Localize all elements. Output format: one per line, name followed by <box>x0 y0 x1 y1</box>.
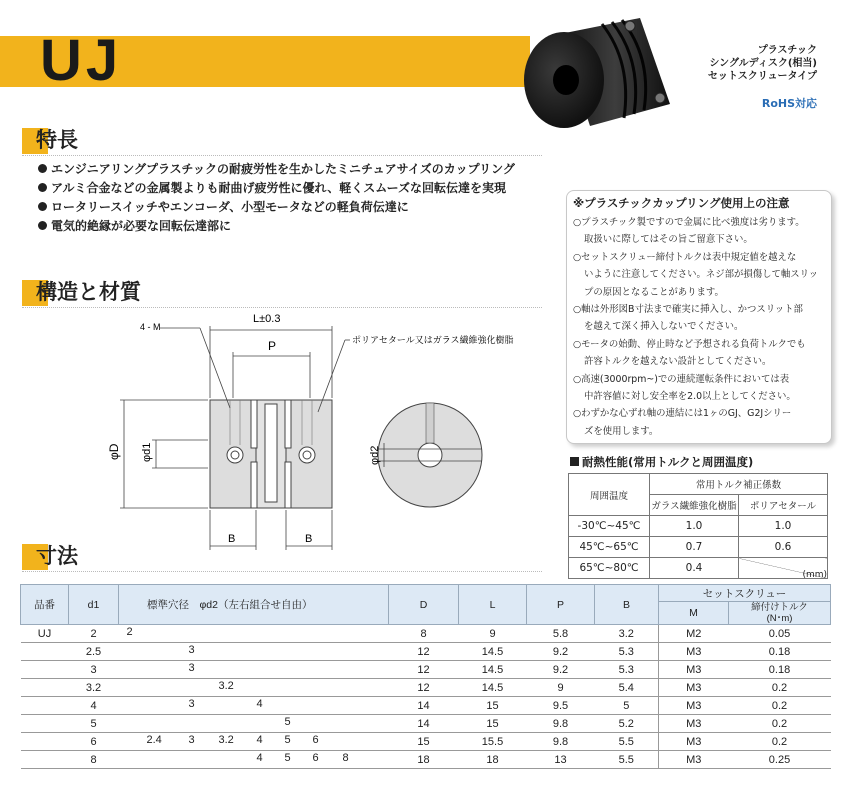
cell-d2 <box>119 697 389 715</box>
label-material: ポリアセタール又はガラス繊維強化樹脂 <box>352 335 514 345</box>
d2-value: 5 <box>284 716 291 728</box>
cell-d2 <box>119 625 389 643</box>
cell-torque: 0.2 <box>729 679 831 697</box>
cell-d1: 2 <box>69 625 119 643</box>
cell-B: 5.2 <box>595 715 659 733</box>
subtitle-line-3: セットスクリュータイプ <box>707 71 817 82</box>
bullet-icon <box>38 164 47 173</box>
cell-torque: 0.18 <box>729 643 831 661</box>
cell-part <box>21 751 69 769</box>
col-B: B <box>595 585 659 625</box>
table-row <box>21 625 831 643</box>
cell-d2 <box>119 661 389 679</box>
col-P: P <box>527 585 595 625</box>
cell-M: M3 <box>659 661 729 679</box>
d2-value: 3 <box>188 662 195 674</box>
cell-D: 14 <box>389 697 459 715</box>
label-D: φD <box>107 443 121 460</box>
cell-d2 <box>119 715 389 733</box>
table-row <box>21 733 831 751</box>
cell-torque: 0.05 <box>729 625 831 643</box>
cell-B: 5.3 <box>595 643 659 661</box>
caution-line: ズを使用します。 <box>584 425 659 437</box>
cell-d2 <box>119 733 389 751</box>
label-d1: φd1 <box>141 442 153 462</box>
bullet-icon <box>38 202 47 211</box>
col-L: L <box>459 585 527 625</box>
cell-M: M3 <box>659 697 729 715</box>
d2-value: 8 <box>342 752 349 764</box>
cell-D: 18 <box>389 751 459 769</box>
d2-value: 4 <box>256 734 263 746</box>
cell-L: 14.5 <box>459 679 527 697</box>
cell-M: M3 <box>659 733 729 751</box>
cell-d2 <box>119 751 389 769</box>
cell-L: 15.5 <box>459 733 527 751</box>
cell-P: 13 <box>527 751 595 769</box>
bullet-icon <box>38 221 47 230</box>
cell-D: 14 <box>389 715 459 733</box>
feature-item: エンジニアリングプラスチックの耐疲労性を生かしたミニチュアサイズのカップリング <box>38 160 515 179</box>
caution-line: プの原因となることがあります。 <box>584 286 724 298</box>
caution-line: ○軸は外形図B寸法まで確実に挿入し、かつスリット部 <box>573 304 803 316</box>
feature-item: ロータリースイッチやエンコーダ、小型モータなどの軽負荷伝達に <box>38 198 515 217</box>
col-part: 品番 <box>21 585 69 625</box>
d2-value: 3 <box>188 644 195 656</box>
col-d2: 標準穴径 φd2（左右組合せ自由） <box>119 585 389 625</box>
d2-value: 6 <box>312 734 319 746</box>
feature-item: 電気的絶縁が必要な回転伝達部に <box>38 217 515 236</box>
caution-title: ※プラスチックカップリング使用上の注意 <box>573 196 790 210</box>
cell-B: 5 <box>595 697 659 715</box>
cell-D: 8 <box>389 625 459 643</box>
product-title: UJ <box>40 28 123 93</box>
cell-B: 3.2 <box>595 625 659 643</box>
cell-d2 <box>119 643 389 661</box>
cell-torque: 0.2 <box>729 697 831 715</box>
cell-P: 9.5 <box>527 697 595 715</box>
caution-box <box>566 190 832 444</box>
cell-part <box>21 679 69 697</box>
table-row <box>21 661 831 679</box>
label-d2: φd2 <box>369 445 381 465</box>
cell-torque: 0.18 <box>729 661 831 679</box>
heat-table <box>568 473 828 579</box>
col-M: M <box>659 602 729 625</box>
caution-line: 許容トルクを越えない設計としてください。 <box>584 356 772 368</box>
cell-L: 14.5 <box>459 661 527 679</box>
label-B-left: B <box>228 533 236 545</box>
caution-line: ○わずかな心ずれ軸の連結には1ヶのGJ、G2Jシリー <box>573 408 792 420</box>
cell-B: 5.5 <box>595 733 659 751</box>
caution-line: いように注意してください。ネジ部が損傷して軸スリッ <box>584 269 819 281</box>
cell-part: UJ <box>21 625 69 643</box>
cell-M: M3 <box>659 643 729 661</box>
cell-torque: 0.2 <box>729 733 831 751</box>
table-row <box>21 751 831 769</box>
cell-D: 15 <box>389 733 459 751</box>
cell-d1: 2.5 <box>69 643 119 661</box>
d2-value: 3.2 <box>218 680 234 692</box>
table-row <box>21 697 831 715</box>
square-bullet-icon <box>570 457 579 466</box>
col-d1: d1 <box>69 585 119 625</box>
d2-value: 5 <box>284 752 291 764</box>
label-B-right: B <box>305 533 313 545</box>
cell-d1: 3.2 <box>69 679 119 697</box>
d2-value: 3 <box>188 734 195 746</box>
coupling-photo <box>520 4 670 144</box>
cell-P: 9.2 <box>527 643 595 661</box>
heat-col-group: 常用トルク補正係数 <box>650 474 828 495</box>
heat-title: 耐熱性能(常用トルクと周囲温度) <box>570 454 753 470</box>
caution-line: 取扱いに際してはその旨ご留意下さい。 <box>584 234 753 246</box>
heat-col-a: ガラス繊維強化樹脂 <box>650 495 739 516</box>
caution-line: ○モータの始動、停止時など予想される負荷トルクでも <box>573 338 806 350</box>
cell-P: 9.8 <box>527 733 595 751</box>
cell-torque: 0.2 <box>729 715 831 733</box>
cell-B: 5.3 <box>595 661 659 679</box>
caution-line: を越えて深く挿入しないでください。 <box>584 321 744 333</box>
cell-D: 12 <box>389 661 459 679</box>
cell-D: 12 <box>389 679 459 697</box>
cell-B: 5.5 <box>595 751 659 769</box>
cell-D: 12 <box>389 643 459 661</box>
cell-part <box>21 733 69 751</box>
cell-P: 9.2 <box>527 661 595 679</box>
subtitle-line-2: シングルディスク(相当) <box>709 58 817 69</box>
cell-part <box>21 715 69 733</box>
cell-M: M3 <box>659 751 729 769</box>
cell-M: M2 <box>659 625 729 643</box>
cell-d1: 6 <box>69 733 119 751</box>
caution-list <box>573 214 827 440</box>
cell-d1: 3 <box>69 661 119 679</box>
product-subtitle <box>708 44 817 83</box>
bullet-icon <box>38 183 47 192</box>
col-D: D <box>389 585 459 625</box>
heat-row: 45℃~65℃ 0.7 0.6 <box>569 537 828 558</box>
label-P: P <box>268 339 277 353</box>
d2-value: 4 <box>256 752 263 764</box>
subtitle-line-1: プラスチック <box>757 45 817 56</box>
unit-label: (mm) <box>802 570 827 580</box>
heat-col-b: ポリアセタール <box>739 495 828 516</box>
d2-value: 3 <box>188 698 195 710</box>
cell-L: 14.5 <box>459 643 527 661</box>
cell-d2 <box>119 679 389 697</box>
cell-B: 5.4 <box>595 679 659 697</box>
cell-M: M3 <box>659 679 729 697</box>
cell-L: 9 <box>459 625 527 643</box>
cell-part <box>21 643 69 661</box>
cell-P: 9 <box>527 679 595 697</box>
caution-line: ○プラスチック製ですので金属に比べ強度は劣ります。 <box>573 217 805 228</box>
cell-L: 18 <box>459 751 527 769</box>
heat-row: 65℃~80℃ 0.4 <box>569 558 828 579</box>
caution-line: 中許容値に対し安全率を2.0以上としてください。 <box>584 391 796 403</box>
cell-part <box>21 697 69 715</box>
d2-value: 3.2 <box>218 734 234 746</box>
caution-line: ○高速(3000rpm~)での連続運転条件においては表 <box>573 373 790 385</box>
table-row <box>21 643 831 661</box>
col-torque: 締付けトルク (N･m) <box>729 602 831 625</box>
cell-L: 15 <box>459 715 527 733</box>
dimension-table <box>20 584 831 769</box>
d2-value: 4 <box>256 698 263 710</box>
d2-value: 6 <box>312 752 319 764</box>
rohs-badge: RoHS対応 <box>761 97 817 110</box>
cell-part <box>21 661 69 679</box>
d2-value: 2 <box>126 626 133 638</box>
d2-value: 5 <box>284 734 291 746</box>
heat-col-temp: 周囲温度 <box>569 474 650 516</box>
cell-torque: 0.25 <box>729 751 831 769</box>
cell-L: 15 <box>459 697 527 715</box>
cell-P: 5.8 <box>527 625 595 643</box>
cell-d1: 5 <box>69 715 119 733</box>
cell-d1: 4 <box>69 697 119 715</box>
feature-item: アルミ合金などの金属製よりも耐曲げ疲労性に優れ、軽くスムーズな回転伝達を実現 <box>38 179 515 198</box>
col-screw: セットスクリュー <box>659 585 831 602</box>
d2-value: 2.4 <box>146 734 162 746</box>
heat-row: -30℃~45℃ 1.0 1.0 <box>569 516 828 537</box>
cell-M: M3 <box>659 715 729 733</box>
cell-P: 9.8 <box>527 715 595 733</box>
features-list <box>38 160 515 236</box>
caution-line: ○セットスクリュー締付トルクは表中規定値を越えな <box>573 251 797 263</box>
label-screw: 4 - M <box>140 322 161 332</box>
table-row <box>21 715 831 733</box>
cell-d1: 8 <box>69 751 119 769</box>
structure-drawing <box>100 300 540 558</box>
table-row <box>21 679 831 697</box>
label-L: L±0.3 <box>253 313 281 325</box>
